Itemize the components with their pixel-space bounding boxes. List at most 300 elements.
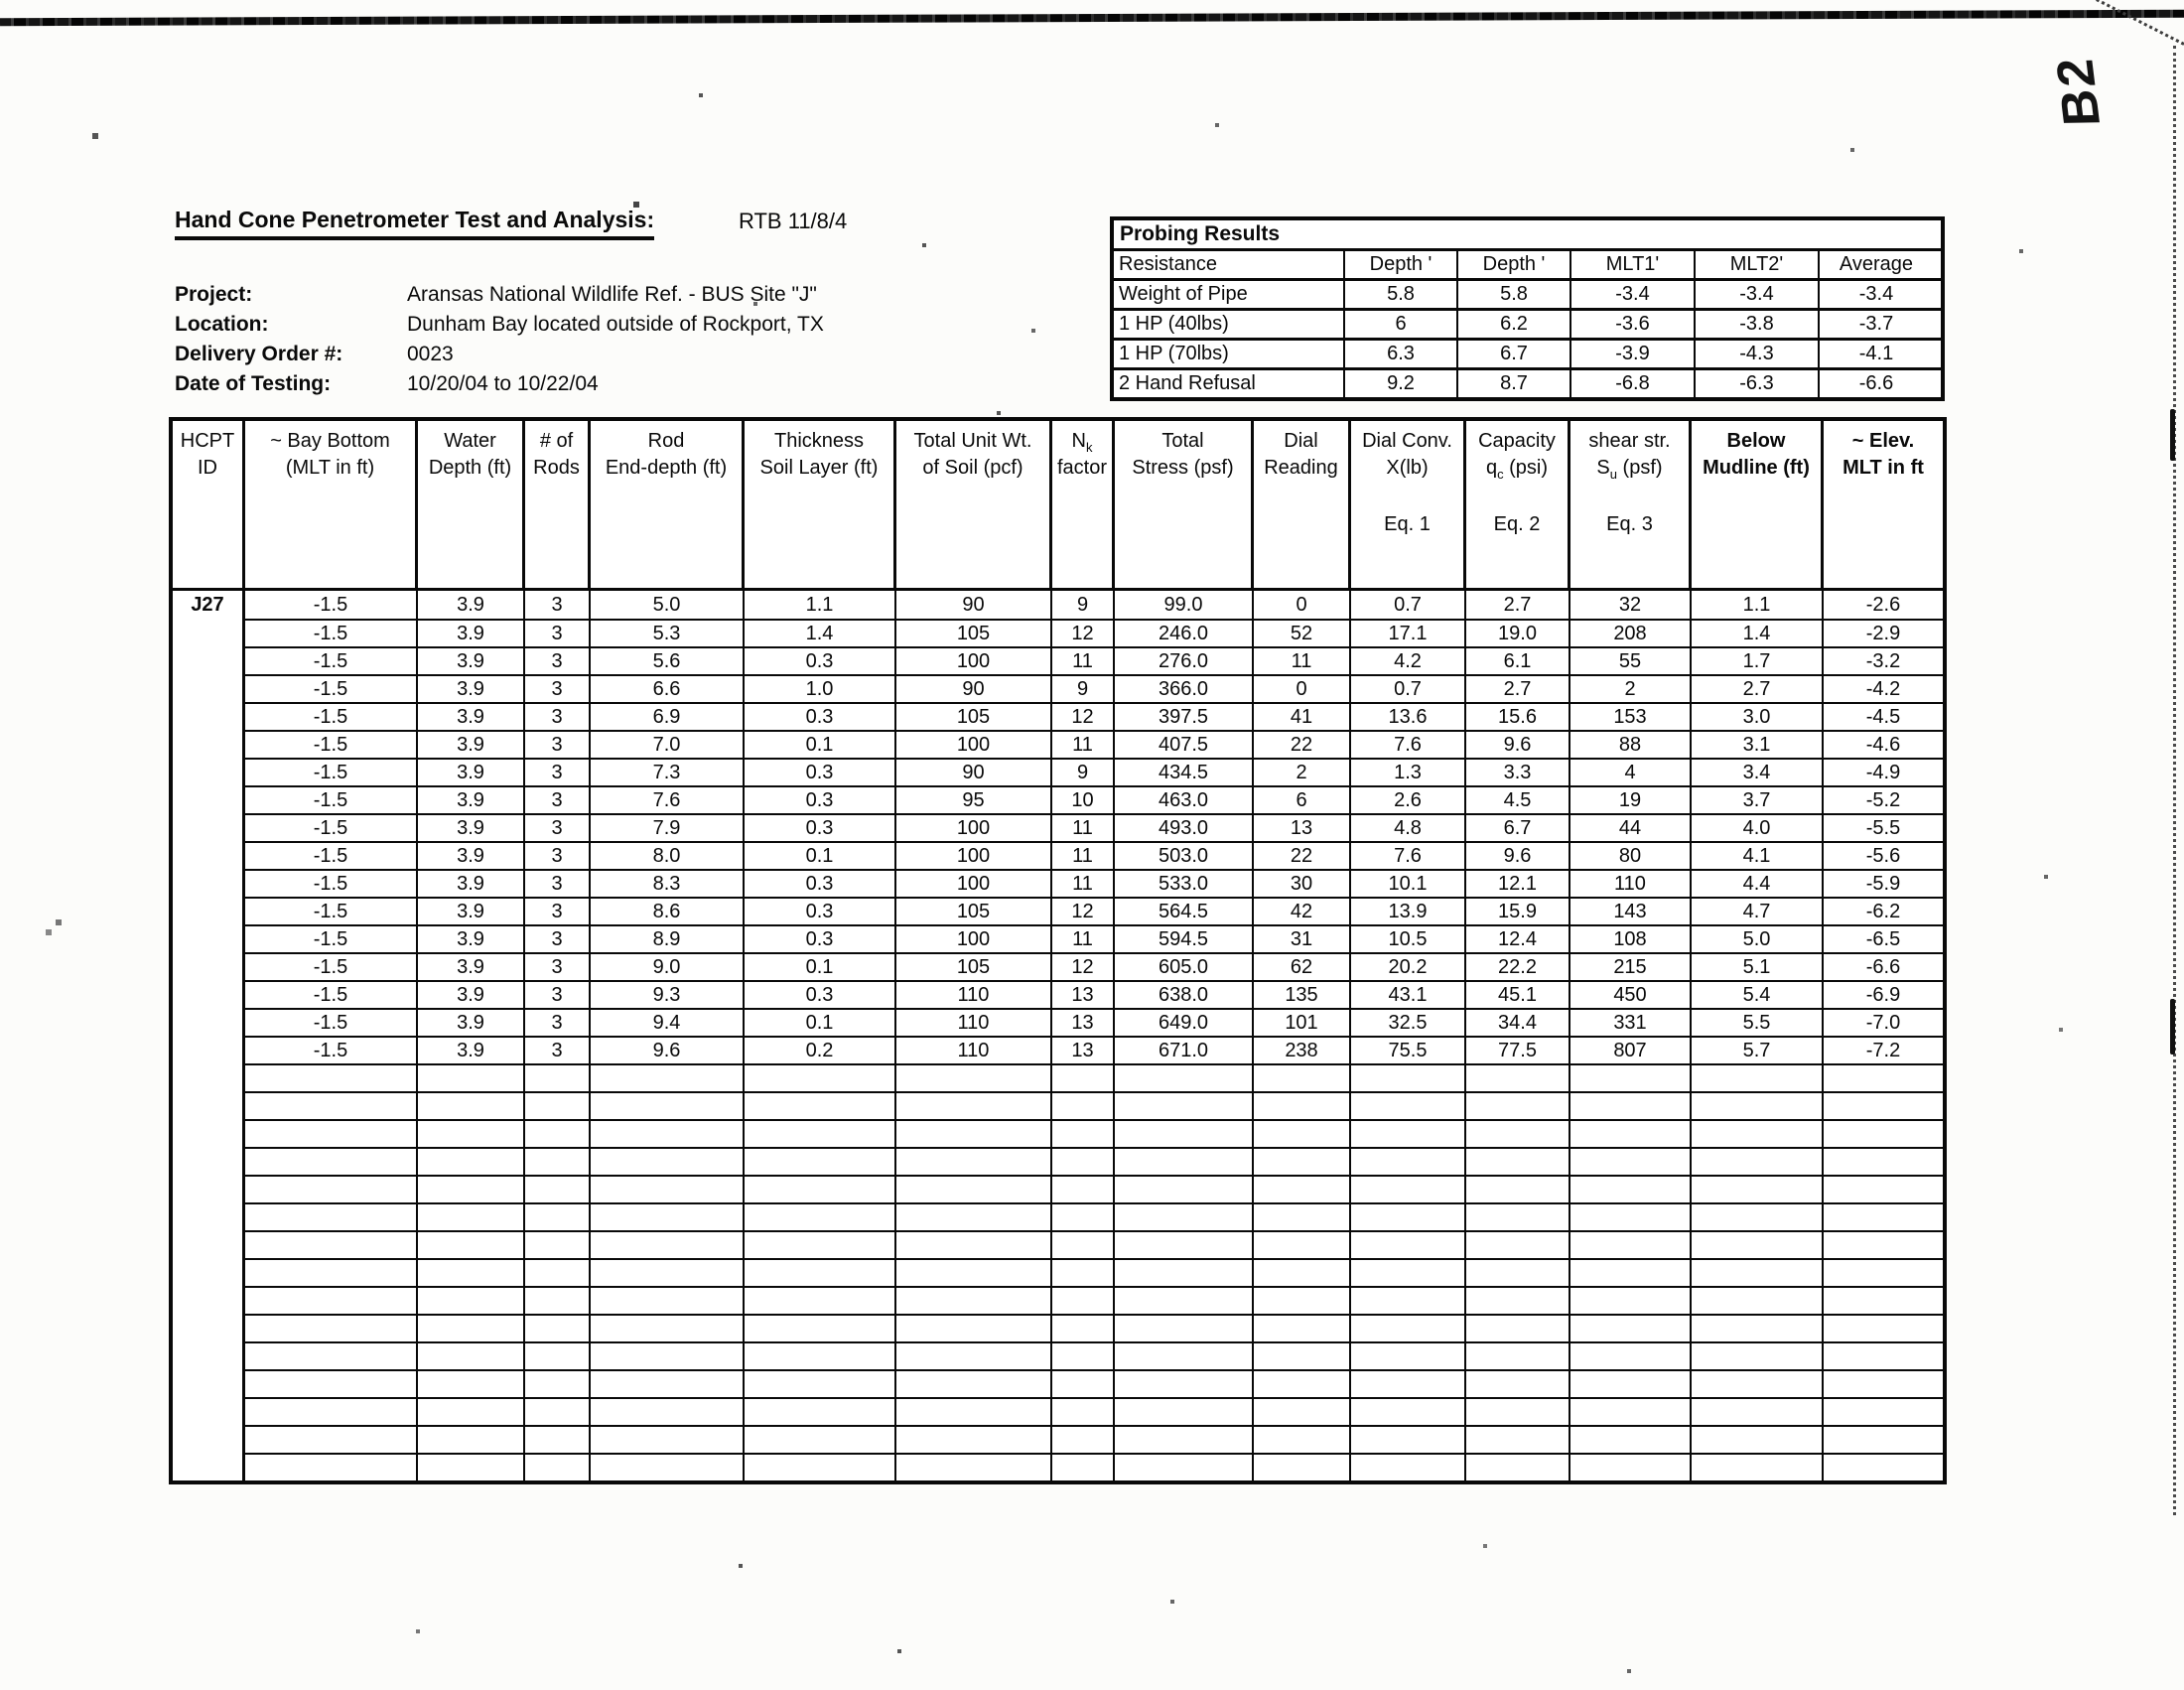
value-cell: 215	[1570, 952, 1692, 980]
table-row	[173, 591, 1943, 619]
hcpt-id-cell	[173, 1258, 245, 1286]
value-cell: 0	[1254, 591, 1351, 619]
value-cell: 11	[1052, 813, 1115, 841]
value-cell	[418, 1119, 525, 1147]
hcpt-id-cell	[173, 952, 245, 980]
value-cell: 3.9	[418, 646, 525, 674]
value-cell	[1466, 1091, 1570, 1119]
value-cell: -1.5	[245, 646, 418, 674]
value-cell: 0.3	[745, 897, 896, 924]
value-cell	[745, 1091, 896, 1119]
value-cell	[1692, 1258, 1824, 1286]
value-cell: 4.0	[1692, 813, 1824, 841]
value-cell: 5.5	[1692, 1008, 1824, 1036]
value-cell: 13.6	[1351, 702, 1466, 730]
column-header-capacity: Capacity $q_c$ (psi) Eq. 2	[1466, 421, 1570, 588]
value-cell	[1254, 1230, 1351, 1258]
value-cell: 11	[1052, 869, 1115, 897]
value-cell: 4.8	[1351, 813, 1466, 841]
value-cell: 3	[525, 1036, 591, 1063]
value-cell: 2.6	[1351, 785, 1466, 813]
value-cell: 19	[1570, 785, 1692, 813]
column-header: Depth '	[1345, 251, 1458, 278]
column-header-thickness: Thickness Soil Layer (ft)	[745, 421, 896, 588]
value-cell	[1115, 1063, 1254, 1091]
probing-results-row	[1114, 370, 1941, 397]
value-cell	[1052, 1453, 1115, 1480]
value-cell: 6	[1254, 785, 1351, 813]
hcpt-id-cell	[173, 1230, 245, 1258]
value-cell: 3.9	[418, 674, 525, 702]
hcpt-id-cell	[173, 702, 245, 730]
value-cell: -4.3	[1696, 341, 1820, 367]
value-cell: 3.9	[418, 952, 525, 980]
scan-artifact-right-edge	[2173, 46, 2176, 1515]
value-cell	[1570, 1063, 1692, 1091]
value-cell	[1824, 1453, 1943, 1480]
value-cell: -1.5	[245, 758, 418, 785]
scan-noise-specks	[0, 0, 2, 2]
value-cell: 8.7	[1458, 370, 1571, 397]
value-cell	[745, 1369, 896, 1397]
value-cell	[1115, 1230, 1254, 1258]
value-cell: 0.1	[745, 1008, 896, 1036]
value-cell: 3.9	[418, 730, 525, 758]
column-header-dial-reading: Dial Reading	[1254, 421, 1351, 588]
value-cell	[1052, 1091, 1115, 1119]
value-cell: 3	[525, 980, 591, 1008]
value-cell: 493.0	[1115, 813, 1254, 841]
value-cell	[1052, 1119, 1115, 1147]
value-cell	[525, 1230, 591, 1258]
value-cell	[896, 1286, 1052, 1314]
probing-results-body	[1114, 281, 1941, 397]
value-cell: 5.8	[1345, 281, 1458, 308]
hcpt-id-cell	[173, 646, 245, 674]
value-cell: 3	[525, 591, 591, 619]
value-cell	[1824, 1230, 1943, 1258]
value-cell: 0.7	[1351, 591, 1466, 619]
value-cell	[1115, 1425, 1254, 1453]
value-cell: -7.2	[1824, 1036, 1943, 1063]
info-value: Dunham Bay located outside of Rockport, TX	[407, 313, 824, 336]
value-cell: 105	[896, 619, 1052, 646]
value-cell	[1351, 1091, 1466, 1119]
column-header-total-unit-wt: Total Unit Wt. of Soil (pcf)	[896, 421, 1052, 588]
value-cell: 143	[1570, 897, 1692, 924]
table-row	[173, 730, 1943, 758]
value-cell: 6.9	[591, 702, 745, 730]
value-cell	[1570, 1119, 1692, 1147]
hcpt-id-cell	[173, 869, 245, 897]
value-cell	[1052, 1369, 1115, 1397]
value-cell	[1115, 1314, 1254, 1341]
value-cell	[525, 1453, 591, 1480]
value-cell	[1351, 1397, 1466, 1425]
column-header-num-rods: # of Rods	[525, 421, 591, 588]
value-cell	[1824, 1425, 1943, 1453]
hcpt-id-cell	[173, 1202, 245, 1230]
value-cell	[245, 1286, 418, 1314]
value-cell: 2	[1570, 674, 1692, 702]
value-cell: 564.5	[1115, 897, 1254, 924]
value-cell	[418, 1147, 525, 1175]
value-cell: 90	[896, 758, 1052, 785]
value-cell: -6.8	[1571, 370, 1696, 397]
column-header: Resistance	[1114, 251, 1345, 278]
value-cell: 4.4	[1692, 869, 1824, 897]
value-cell: 1.7	[1692, 646, 1824, 674]
value-cell: -3.2	[1824, 646, 1943, 674]
resistance-cell: Weight of Pipe	[1114, 281, 1345, 308]
value-cell	[1351, 1286, 1466, 1314]
table-row	[173, 980, 1943, 1008]
info-value: 0023	[407, 343, 454, 365]
value-cell	[245, 1314, 418, 1341]
value-cell	[1692, 1091, 1824, 1119]
value-cell	[1692, 1341, 1824, 1369]
value-cell: 3	[525, 785, 591, 813]
table-row	[173, 1314, 1943, 1341]
value-cell: 2	[1254, 758, 1351, 785]
value-cell: 12.4	[1466, 924, 1570, 952]
value-cell: 110	[896, 980, 1052, 1008]
value-cell: 807	[1570, 1036, 1692, 1063]
value-cell	[245, 1063, 418, 1091]
value-cell	[1824, 1341, 1943, 1369]
table-row	[173, 619, 1943, 646]
value-cell	[1824, 1369, 1943, 1397]
value-cell: 100	[896, 869, 1052, 897]
column-header-rod-end-depth: Rod End-depth (ft)	[591, 421, 745, 588]
value-cell: 3	[525, 897, 591, 924]
value-cell: 11	[1052, 924, 1115, 952]
hcpt-id-cell	[173, 813, 245, 841]
value-cell: -5.6	[1824, 841, 1943, 869]
value-cell	[1570, 1286, 1692, 1314]
value-cell: 638.0	[1115, 980, 1254, 1008]
value-cell	[1466, 1258, 1570, 1286]
value-cell: 13	[1052, 980, 1115, 1008]
hcpt-id-cell	[173, 980, 245, 1008]
value-cell	[418, 1397, 525, 1425]
value-cell: 3.9	[418, 1008, 525, 1036]
value-cell: -3.7	[1858, 313, 1894, 335]
value-cell: 12	[1052, 897, 1115, 924]
value-cell	[1466, 1063, 1570, 1091]
value-cell: -3.9	[1571, 341, 1696, 367]
value-cell: 11	[1052, 841, 1115, 869]
value-cell	[1466, 1119, 1570, 1147]
hcpt-id-cell	[173, 1453, 245, 1480]
value-cell: 77.5	[1466, 1036, 1570, 1063]
value-cell: 88	[1570, 730, 1692, 758]
value-cell	[1570, 1202, 1692, 1230]
value-cell: 20.2	[1351, 952, 1466, 980]
document-reference: RTB 11/8/4	[739, 209, 848, 233]
info-value: Aransas National Wildlife Ref. - BUS Site "J"	[407, 283, 817, 306]
value-cell: 10.1	[1351, 869, 1466, 897]
table-row	[173, 1036, 1943, 1063]
value-cell: 7.6	[1351, 841, 1466, 869]
value-cell: 6	[1345, 311, 1458, 338]
value-cell	[1254, 1369, 1351, 1397]
value-cell: 0.3	[745, 924, 896, 952]
value-cell	[1052, 1341, 1115, 1369]
value-cell: -6.6	[1824, 952, 1943, 980]
table-row	[173, 702, 1943, 730]
value-cell: 5.3	[591, 619, 745, 646]
value-cell	[1254, 1286, 1351, 1314]
value-cell	[1466, 1286, 1570, 1314]
value-cell: 503.0	[1115, 841, 1254, 869]
value-cell	[245, 1453, 418, 1480]
hcpt-id-cell	[173, 1314, 245, 1341]
value-cell	[1115, 1202, 1254, 1230]
value-cell	[1254, 1453, 1351, 1480]
value-cell: 0.3	[745, 702, 896, 730]
value-cell	[1466, 1175, 1570, 1202]
value-cell	[1824, 1147, 1943, 1175]
value-cell: 3	[525, 758, 591, 785]
value-cell	[1466, 1453, 1570, 1480]
value-cell: 7.3	[591, 758, 745, 785]
value-cell	[1466, 1369, 1570, 1397]
value-cell	[1115, 1119, 1254, 1147]
value-cell: 100	[896, 646, 1052, 674]
value-cell	[1692, 1425, 1824, 1453]
value-cell	[1692, 1369, 1824, 1397]
hcpt-id-cell	[173, 1286, 245, 1314]
hcpt-id-cell	[173, 1341, 245, 1369]
value-cell: 6.7	[1466, 813, 1570, 841]
value-cell	[245, 1202, 418, 1230]
value-cell: -6.2	[1824, 897, 1943, 924]
value-cell	[245, 1397, 418, 1425]
value-cell	[1115, 1147, 1254, 1175]
value-cell: -4.9	[1824, 758, 1943, 785]
value-cell	[418, 1286, 525, 1314]
value-cell	[1254, 1397, 1351, 1425]
value-cell: 3	[525, 869, 591, 897]
value-cell	[1115, 1091, 1254, 1119]
value-cell: 1.4	[745, 619, 896, 646]
value-cell	[418, 1258, 525, 1286]
value-cell	[1351, 1369, 1466, 1397]
document-title: Hand Cone Penetrometer Test and Analysis:	[175, 207, 654, 240]
value-cell: -1.5	[245, 785, 418, 813]
value-cell: 4.1	[1692, 841, 1824, 869]
value-cell: -2.9	[1824, 619, 1943, 646]
probing-results-table	[1110, 216, 1945, 401]
value-cell	[1824, 1314, 1943, 1341]
value-cell	[525, 1063, 591, 1091]
value-cell: -7.0	[1824, 1008, 1943, 1036]
info-row-location	[175, 310, 824, 340]
hcpt-id-cell	[173, 1397, 245, 1425]
value-cell: 4.5	[1466, 785, 1570, 813]
value-cell	[1692, 1397, 1824, 1425]
value-cell	[745, 1258, 896, 1286]
value-cell: 1.3	[1351, 758, 1466, 785]
value-cell: 13	[1052, 1036, 1115, 1063]
value-cell	[1351, 1119, 1466, 1147]
value-cell: 5.1	[1692, 952, 1824, 980]
value-cell: 7.9	[591, 813, 745, 841]
value-cell	[1351, 1147, 1466, 1175]
value-cell	[1570, 1453, 1692, 1480]
value-cell	[418, 1425, 525, 1453]
value-cell: -4.2	[1824, 674, 1943, 702]
value-cell	[896, 1063, 1052, 1091]
value-cell: 0	[1254, 674, 1351, 702]
info-label: Date of Testing:	[175, 372, 332, 395]
value-cell: 3.0	[1692, 702, 1824, 730]
value-cell: 12	[1052, 952, 1115, 980]
hcpt-id-cell	[173, 619, 245, 646]
value-cell	[1115, 1175, 1254, 1202]
value-cell	[418, 1369, 525, 1397]
hcpt-id-cell	[173, 1119, 245, 1147]
value-cell	[1824, 1175, 1943, 1202]
value-cell: 15.9	[1466, 897, 1570, 924]
value-cell	[1824, 1286, 1943, 1314]
value-cell: 8.0	[591, 841, 745, 869]
value-cell: 1.1	[1692, 591, 1824, 619]
value-cell	[1052, 1286, 1115, 1314]
value-cell	[896, 1175, 1052, 1202]
table-row	[173, 952, 1943, 980]
value-cell	[1570, 1175, 1692, 1202]
value-cell: 13.9	[1351, 897, 1466, 924]
value-cell: 6.1	[1466, 646, 1570, 674]
hcpt-id-cell: J27	[173, 591, 245, 619]
value-cell	[1351, 1453, 1466, 1480]
value-cell: -1.5	[245, 591, 418, 619]
value-cell: 3.9	[418, 897, 525, 924]
table-row	[173, 758, 1943, 785]
value-cell: 594.5	[1115, 924, 1254, 952]
value-cell: 9.6	[591, 1036, 745, 1063]
value-cell: 533.0	[1115, 869, 1254, 897]
value-cell: 80	[1570, 841, 1692, 869]
value-cell: 1.0	[745, 674, 896, 702]
value-cell	[525, 1397, 591, 1425]
table-row	[173, 1147, 1943, 1175]
value-cell: 75.5	[1351, 1036, 1466, 1063]
value-cell	[1351, 1175, 1466, 1202]
value-cell	[1254, 1202, 1351, 1230]
value-cell: 3	[525, 1008, 591, 1036]
hcpt-id-cell	[173, 1369, 245, 1397]
value-cell	[745, 1119, 896, 1147]
value-cell: -1.5	[245, 1036, 418, 1063]
value-cell: -4.1	[1858, 343, 1894, 364]
value-cell	[1052, 1425, 1115, 1453]
value-cell	[896, 1369, 1052, 1397]
scan-artifact-blob	[2170, 409, 2175, 461]
value-cell: 4.7	[1692, 897, 1824, 924]
value-cell: 99.0	[1115, 591, 1254, 619]
table-row	[173, 1341, 1943, 1369]
value-cell	[1570, 1230, 1692, 1258]
value-cell: 15.6	[1466, 702, 1570, 730]
value-cell: 11	[1254, 646, 1351, 674]
value-cell: 434.5	[1115, 758, 1254, 785]
value-cell: 1.4	[1692, 619, 1824, 646]
value-cell	[1254, 1341, 1351, 1369]
table-row	[173, 1286, 1943, 1314]
value-cell	[418, 1063, 525, 1091]
value-cell	[591, 1341, 745, 1369]
table-row	[173, 1425, 1943, 1453]
value-cell: -3.8	[1696, 311, 1820, 338]
value-cell	[591, 1314, 745, 1341]
column-header: MLT2'	[1696, 251, 1820, 278]
value-cell	[591, 1147, 745, 1175]
value-cell: 9	[1052, 758, 1115, 785]
value-cell	[896, 1258, 1052, 1286]
value-cell	[1254, 1119, 1351, 1147]
hcpt-table-header-row	[173, 421, 1943, 591]
value-cell	[1692, 1230, 1824, 1258]
value-cell	[745, 1425, 896, 1453]
value-cell: 3	[525, 674, 591, 702]
hcpt-id-cell	[173, 1091, 245, 1119]
value-cell: -1.5	[245, 952, 418, 980]
value-cell: 2.7	[1692, 674, 1824, 702]
value-cell: 3.9	[418, 841, 525, 869]
value-cell: 10	[1052, 785, 1115, 813]
info-row-date-of-testing	[175, 369, 824, 399]
hcpt-id-cell	[173, 1036, 245, 1063]
value-cell	[525, 1286, 591, 1314]
column-header: MLT1'	[1571, 251, 1696, 278]
value-cell	[1351, 1202, 1466, 1230]
value-cell: 110	[1570, 869, 1692, 897]
value-cell	[1052, 1397, 1115, 1425]
value-cell: -5.9	[1824, 869, 1943, 897]
value-cell	[591, 1425, 745, 1453]
value-cell: -1.5	[245, 924, 418, 952]
value-cell	[1692, 1147, 1824, 1175]
value-cell	[1052, 1147, 1115, 1175]
value-cell: 153	[1570, 702, 1692, 730]
value-cell: 3.9	[418, 1036, 525, 1063]
value-cell	[1466, 1202, 1570, 1230]
value-cell	[1692, 1286, 1824, 1314]
hcpt-id-cell	[173, 758, 245, 785]
value-cell: -1.5	[245, 702, 418, 730]
value-cell: 43.1	[1351, 980, 1466, 1008]
value-cell: 0.1	[745, 841, 896, 869]
value-cell	[418, 1202, 525, 1230]
resistance-cell: 1 HP (70lbs)	[1114, 341, 1345, 367]
value-cell	[745, 1063, 896, 1091]
value-cell	[1466, 1425, 1570, 1453]
table-row	[173, 841, 1943, 869]
value-cell	[896, 1091, 1052, 1119]
value-cell: 8.3	[591, 869, 745, 897]
value-cell	[896, 1397, 1052, 1425]
value-cell: 100	[896, 813, 1052, 841]
value-cell: 12	[1052, 702, 1115, 730]
value-cell	[1570, 1369, 1692, 1397]
value-cell	[525, 1258, 591, 1286]
value-cell	[591, 1202, 745, 1230]
value-cell: 90	[896, 674, 1052, 702]
value-cell: 9	[1052, 674, 1115, 702]
